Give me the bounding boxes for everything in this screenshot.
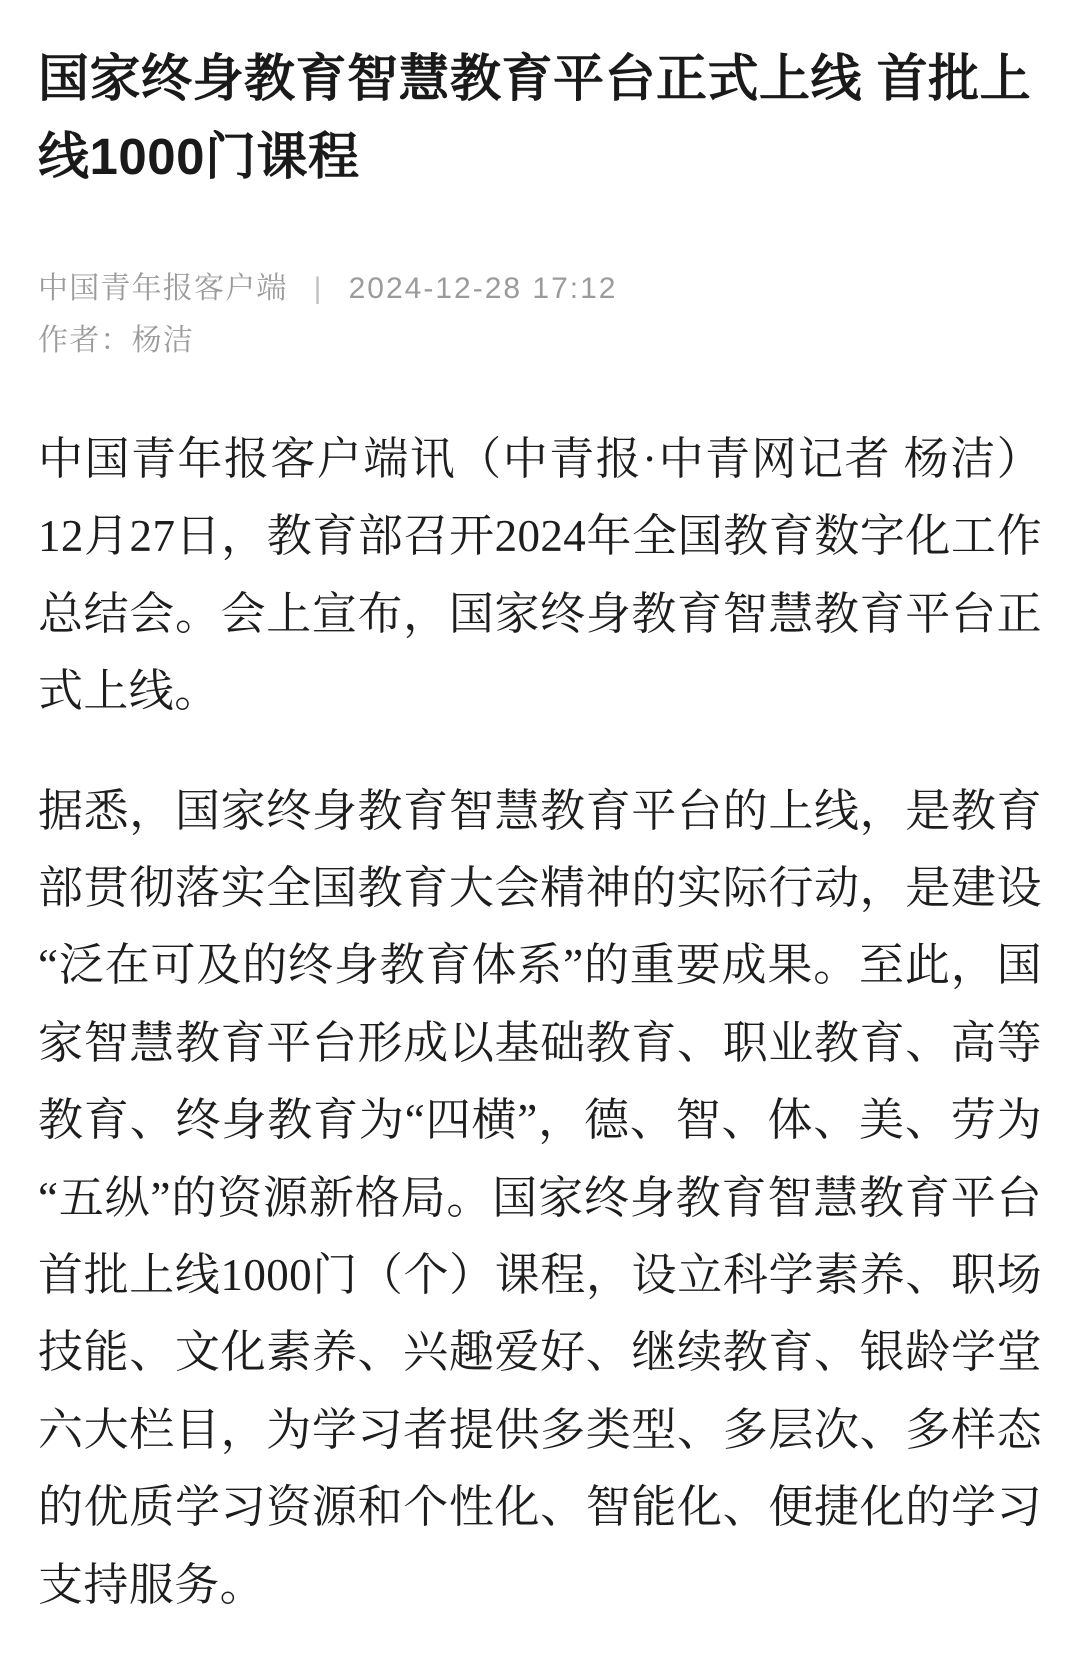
page-title: 国家终身教育智慧教育平台正式上线 首批上线1000门课程	[38, 50, 1032, 185]
article-source: 中国青年报客户端	[38, 272, 288, 306]
article-body	[38, 421, 1042, 1624]
meta-source-date-row	[38, 265, 1042, 313]
article-paragraph: 中国青年报客户端讯（中青报·中青网记者 杨洁）12月27日，教育部召开2024年全国教育数字化工作总结会。会上宣布，国家终身教育智慧教育平台正式上线。	[38, 434, 1042, 717]
article-author: 作者：杨洁	[38, 324, 194, 358]
meta-separator: |	[313, 272, 323, 306]
article-paragraph: 据悉，国家终身教育智慧教育平台的上线，是教育部贯彻落实全国教育大会精神的实际行动，是建设“泛在可及的终身教育体系”的重要成果。至此，国家智慧教育平台形成以基础教育、职业教育、高等教育、终身教育为“四横”，德、智、体、美、劳为“五纵”的资源新格局。国家终身教育智慧教育平台首批上线1000门（个）课程，设立科学素养、职场技能、文化素养、兴趣爱好、继续教育、银龄学堂六大栏目，为学习者提供多类型、多层次、多样态的优质学习资源和个性化、智能化、便捷化的学习支持服务。	[38, 785, 1042, 1610]
article-meta	[38, 265, 1042, 365]
article-timestamp: 2024-12-28 17:12	[348, 272, 618, 306]
